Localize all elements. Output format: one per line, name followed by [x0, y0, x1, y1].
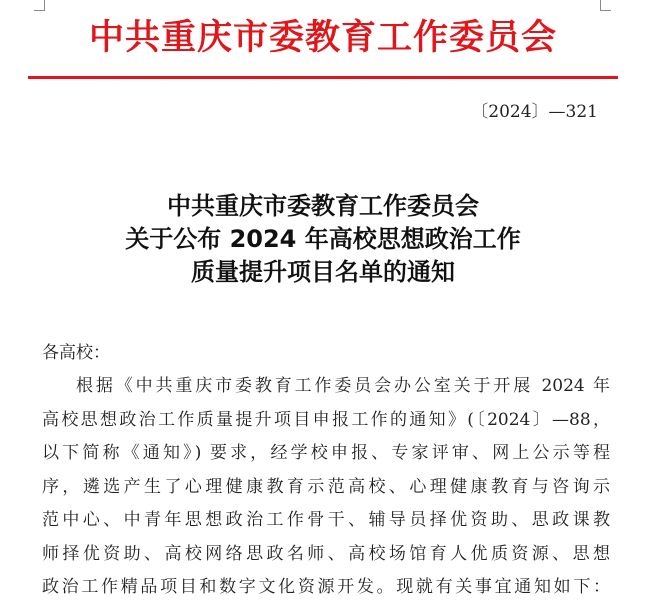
body-line: 序，遴选产生了心理健康教育示范高校、心理健康教育与咨询示 — [42, 476, 610, 497]
body-line: 以下简称《通知》) 要求，经学校申报、专家评审、网上公示等程 — [42, 443, 610, 463]
body-line: 师择优资助、高校网络思政名师、高校场馆育人优质资源、思想 — [42, 543, 610, 564]
header-org-name: 中共重庆市委教育工作委员会 — [88, 18, 557, 58]
title-line-3: 质量提升项目名单的通知 — [191, 258, 455, 286]
title-line-2: 关于公布 2024 年高校思想政治工作 — [125, 225, 521, 253]
document-number: 〔2024〕—321 — [471, 102, 598, 122]
header-red-rule — [28, 76, 618, 79]
body-line: 高校思想政治工作质量提升项目申报工作的通知》(〔2024〕—88， — [42, 409, 610, 430]
body-line: 政治工作精品项目和数字文化资源开发。现就有关事宜通知如下： — [42, 577, 610, 597]
body-paragraph — [42, 370, 610, 605]
salutation: 各高校： — [42, 343, 110, 363]
body-line: 范中心、中青年思想政治工作骨干、辅导员择优资助、思政课教 — [42, 510, 610, 530]
body-line: 根据《中共重庆市委教育工作委员会办公室关于开展 2024 年 — [76, 376, 610, 396]
title-line-1: 中共重庆市委教育工作委员会 — [167, 192, 479, 220]
document-title — [0, 190, 646, 289]
